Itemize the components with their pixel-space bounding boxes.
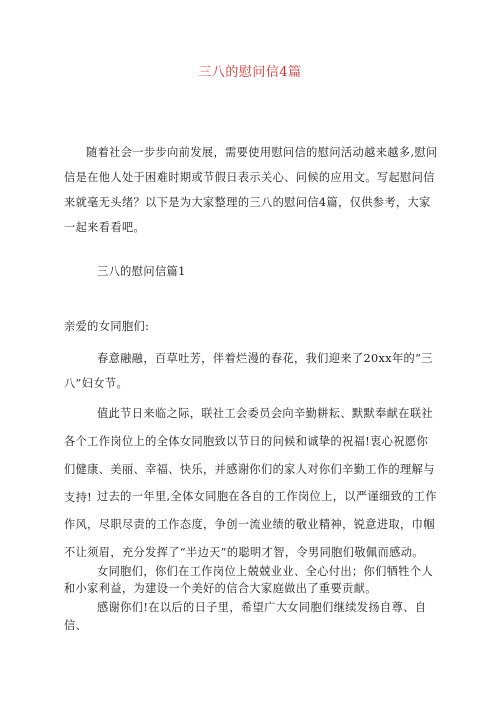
body-paragraph: 过去的一年里,全体女同胞在各自的工作岗位上，以严谨细致的工作作风，尽职尽责的工作态度，争创一流业绩的敬业精神，锐意进取，巾帼不让须眉，充分发挥了“半边天”的聪明才智，令男同胞们敬佩而感动。	[64, 490, 437, 559]
body-paragraph: 春意融融，百草吐芳，伴着烂漫的春花，我们迎来了20xx年的“三八”妇女节。	[64, 352, 433, 390]
intro-paragraph: 随着社会一步步向前发展，需要使用慰问信的慰问活动越来越多,慰问信是在他人处于困难时期或节假日表示关心、问候的应用文。写起慰问信来就毫无头绪？以下是为大家整理的三八的慰问信4篇，仅供参考，大家一起来看看吧。	[64, 146, 438, 234]
section-heading: 三八的慰问信篇1	[97, 265, 186, 278]
body-paragraph: 感谢你们!在以后的日子里，希望广大女同胞们继续发扬自尊、自信、	[64, 601, 427, 632]
body-paragraph: 女同胞们，你们在工作岗位上兢兢业业、全心付出；你们牺牲个人和小家利益，为建设一个美好的信合大家庭做出了重要贡献。	[64, 565, 434, 595]
salutation: 亲爱的女同胞们:	[64, 320, 150, 333]
document-title: 三八的慰问信4篇	[198, 65, 302, 80]
body-paragraph: 值此节日来临之际，联社工会委员会向辛勤耕耘、默默奉献在联社各个工作岗位上的全体女同胞致以节日的问候和诚挚的祝福!衷心祝愿你们健康、美丽、幸福、快乐，并感谢你们的家人对你们辛勤工作的理解与支持!	[64, 407, 435, 504]
